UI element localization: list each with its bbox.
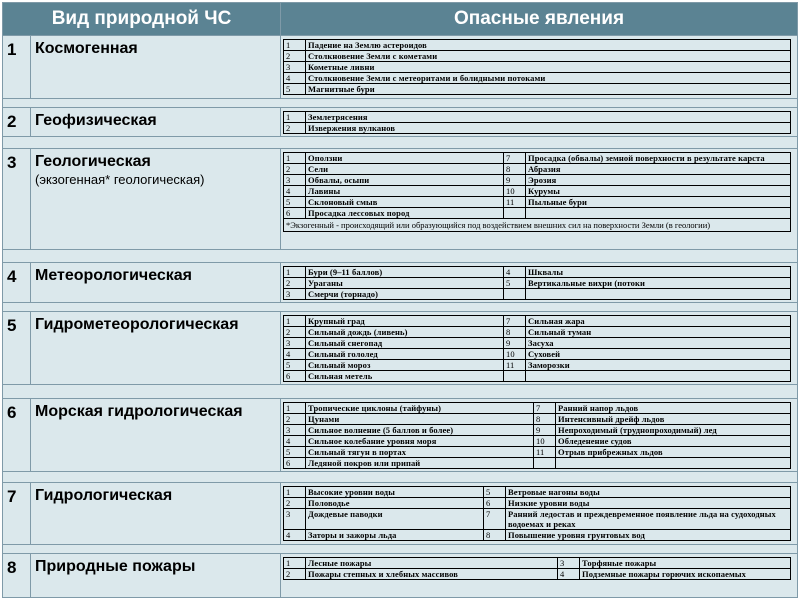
hazard-number bbox=[534, 457, 556, 468]
hazard-number: 4 bbox=[284, 349, 306, 360]
hazard-name: Заторы и зажоры льда bbox=[306, 530, 484, 541]
hazard-number: 1 bbox=[284, 316, 306, 327]
section-separator bbox=[3, 98, 798, 107]
separator-cell bbox=[3, 544, 798, 553]
section-row bbox=[3, 36, 798, 98]
hazard-name: Сильное колебание уровня моря bbox=[306, 435, 534, 446]
hazard-number: 9 bbox=[534, 424, 556, 435]
hazard-number: 6 bbox=[284, 207, 306, 218]
hazard-number: 11 bbox=[504, 196, 526, 207]
section-row bbox=[3, 312, 798, 385]
hazard-row bbox=[284, 40, 791, 51]
section-kind-cell bbox=[31, 312, 281, 385]
hazard-number: 1 bbox=[284, 111, 306, 122]
hazard-number: 9 bbox=[504, 174, 526, 185]
hazard-name: Лесные пожары bbox=[306, 557, 558, 568]
section-kind-cell bbox=[31, 553, 281, 597]
section-kind-cell bbox=[31, 398, 281, 471]
hazard-number: 1 bbox=[284, 557, 306, 568]
separator-cell bbox=[3, 472, 798, 483]
hazard-name: Просадка лессовых пород bbox=[306, 207, 504, 218]
hazard-number: 5 bbox=[284, 84, 306, 95]
hazard-name: Ранний напор льдов bbox=[556, 402, 791, 413]
section-number: 7 bbox=[3, 483, 31, 544]
hazard-list bbox=[283, 39, 791, 95]
hazard-number: 10 bbox=[504, 185, 526, 196]
hazard-name: Высокие уровни воды bbox=[306, 487, 484, 498]
hazard-row bbox=[284, 498, 791, 509]
hazard-row bbox=[284, 349, 791, 360]
hazard-list bbox=[283, 111, 791, 134]
hazard-number: 5 bbox=[484, 487, 506, 498]
hazard-name: Сели bbox=[306, 163, 504, 174]
hazard-name: Крупный град bbox=[306, 316, 504, 327]
hazard-name: Тропические циклоны (тайфуны) bbox=[306, 402, 534, 413]
hazard-name: Ветровые нагоны воды bbox=[506, 487, 791, 498]
hazard-row bbox=[284, 487, 791, 498]
hazard-name bbox=[556, 457, 791, 468]
hazard-number: 4 bbox=[284, 435, 306, 446]
hazard-list bbox=[283, 152, 791, 219]
hazard-name: Обледенение судов bbox=[556, 435, 791, 446]
hazard-name: Половодье bbox=[306, 498, 484, 509]
hazard-number: 1 bbox=[284, 487, 306, 498]
hazard-name: Непроходимый (труднопроходимый) лед bbox=[556, 424, 791, 435]
section-kind: Геологическая bbox=[35, 152, 151, 170]
hazard-row bbox=[284, 568, 791, 579]
hazard-name bbox=[526, 207, 791, 218]
hazard-number: 6 bbox=[284, 371, 306, 382]
hazard-number: 1 bbox=[284, 40, 306, 51]
section-row bbox=[3, 262, 798, 302]
section-separator bbox=[3, 385, 798, 398]
hazard-number: 3 bbox=[284, 62, 306, 73]
section-number: 4 bbox=[3, 262, 31, 302]
section-row bbox=[3, 148, 798, 249]
hazard-row bbox=[284, 360, 791, 371]
section-separator bbox=[3, 544, 798, 553]
hazard-row bbox=[284, 174, 791, 185]
section-number: 8 bbox=[3, 553, 31, 597]
hazard-number: 4 bbox=[558, 568, 580, 579]
hazard-row bbox=[284, 51, 791, 62]
hazard-name: Магнитные бури bbox=[306, 84, 791, 95]
section-kind: Гидрологическая bbox=[35, 487, 173, 505]
section-number: 6 bbox=[3, 398, 31, 471]
hazard-name: Вертикальные вихри (потоки bbox=[526, 277, 791, 288]
hazard-name bbox=[526, 288, 791, 299]
section-number: 2 bbox=[3, 107, 31, 136]
hazard-number bbox=[504, 207, 526, 218]
hazard-number: 8 bbox=[504, 163, 526, 174]
section-kind: Геофизическая bbox=[35, 111, 157, 129]
hazard-name: Бури (9–11 баллов) bbox=[306, 266, 504, 277]
hazard-name: Цунами bbox=[306, 413, 534, 424]
section-number: 1 bbox=[3, 36, 31, 98]
separator-cell bbox=[3, 136, 798, 148]
hazard-name: Шквалы bbox=[526, 266, 791, 277]
hazard-list bbox=[283, 486, 791, 541]
hazard-name: Пыльные бури bbox=[526, 196, 791, 207]
hazard-name: Ранний ледостав и преждевременное появление льда на судоходных водоемах и реках bbox=[506, 509, 791, 530]
section-hazards-cell bbox=[281, 553, 798, 597]
hazard-number: 8 bbox=[534, 413, 556, 424]
hazard-name: Сильный гололед bbox=[306, 349, 504, 360]
section-kind: Космогенная bbox=[35, 40, 138, 58]
hazard-number: 4 bbox=[284, 73, 306, 84]
hazard-row bbox=[284, 122, 791, 133]
hazard-row bbox=[284, 435, 791, 446]
hazard-name: Столкновение Земли с метеоритами и болидными потоками bbox=[306, 73, 791, 84]
hazard-name: Сильный дождь (ливень) bbox=[306, 327, 504, 338]
section-hazards-cell bbox=[281, 107, 798, 136]
hazard-row bbox=[284, 338, 791, 349]
hazard-number: 2 bbox=[284, 413, 306, 424]
section-row bbox=[3, 553, 798, 597]
hazard-number: 2 bbox=[284, 122, 306, 133]
section-kind: Природные пожары bbox=[35, 557, 196, 575]
hazard-number: 5 bbox=[284, 360, 306, 371]
hazard-row bbox=[284, 446, 791, 457]
hazard-row bbox=[284, 207, 791, 218]
hazard-number: 2 bbox=[284, 568, 306, 579]
hazard-name: Отрыв прибрежных льдов bbox=[556, 446, 791, 457]
section-kind: Морская гидрологическая bbox=[35, 402, 243, 420]
hazard-number: 10 bbox=[534, 435, 556, 446]
hazard-number bbox=[504, 371, 526, 382]
hazard-name: Сильный тягун в портах bbox=[306, 446, 534, 457]
hazard-number: 2 bbox=[284, 498, 306, 509]
hazard-number: 7 bbox=[534, 402, 556, 413]
hazard-name: Пожары степных и хлебных массивов bbox=[306, 568, 558, 579]
hazard-row bbox=[284, 62, 791, 73]
hazard-number: 2 bbox=[284, 51, 306, 62]
hazard-row bbox=[284, 73, 791, 84]
hazard-row bbox=[284, 327, 791, 338]
separator-cell bbox=[3, 302, 798, 311]
hazard-name: Заморозки bbox=[526, 360, 791, 371]
section-row bbox=[3, 398, 798, 471]
hazard-name: Сильный снегопад bbox=[306, 338, 504, 349]
section-hazards-cell bbox=[281, 483, 798, 544]
hazard-number bbox=[504, 288, 526, 299]
hazard-name: Землетрясения bbox=[306, 111, 791, 122]
hazard-row bbox=[284, 509, 791, 530]
hazard-name: Склоновый смыв bbox=[306, 196, 504, 207]
hazard-number: 11 bbox=[504, 360, 526, 371]
hazard-number: 2 bbox=[284, 277, 306, 288]
hazard-number: 3 bbox=[284, 424, 306, 435]
section-kind-cell bbox=[31, 262, 281, 302]
hazard-number: 8 bbox=[484, 530, 506, 541]
section-kind-cell bbox=[31, 107, 281, 136]
hazard-row bbox=[284, 402, 791, 413]
hazard-number: 5 bbox=[504, 277, 526, 288]
section-kind-cell bbox=[31, 483, 281, 544]
hazard-name: Ураганы bbox=[306, 277, 504, 288]
hazard-name: Сильная метель bbox=[306, 371, 504, 382]
hazard-name: Столкновение Земли с кометами bbox=[306, 51, 791, 62]
hazard-name: Суховей bbox=[526, 349, 791, 360]
hazard-list bbox=[283, 315, 791, 382]
hazard-number: 5 bbox=[284, 196, 306, 207]
separator-cell bbox=[3, 385, 798, 398]
hazard-name: Засуха bbox=[526, 338, 791, 349]
hazards-table bbox=[2, 2, 798, 598]
hazard-name: Извержения вулканов bbox=[306, 122, 791, 133]
hazard-number: 1 bbox=[284, 152, 306, 163]
hazard-name: Повышение уровня грунтовых вод bbox=[506, 530, 791, 541]
hazard-row bbox=[284, 111, 791, 122]
hazard-row bbox=[284, 457, 791, 468]
hazard-list bbox=[283, 266, 791, 300]
hazard-name: Ледяной покров или припай bbox=[306, 457, 534, 468]
section-number: 3 bbox=[3, 148, 31, 249]
hazard-number: 8 bbox=[504, 327, 526, 338]
hazard-row bbox=[284, 288, 791, 299]
hazard-row bbox=[284, 530, 791, 541]
section-hazards-cell bbox=[281, 312, 798, 385]
hazard-name: Абразия bbox=[526, 163, 791, 174]
hazard-name: Лавины bbox=[306, 185, 504, 196]
section-hazards-cell bbox=[281, 148, 798, 249]
hazard-number: 7 bbox=[504, 316, 526, 327]
hazard-number: 4 bbox=[284, 530, 306, 541]
hazard-row bbox=[284, 84, 791, 95]
hazard-row bbox=[284, 413, 791, 424]
section-separator bbox=[3, 472, 798, 483]
hazard-row bbox=[284, 163, 791, 174]
hazard-name: Оползни bbox=[306, 152, 504, 163]
hazard-row bbox=[284, 266, 791, 277]
hazard-name: Подземные пожары горючих ископаемых bbox=[580, 568, 791, 579]
hazard-number: 2 bbox=[284, 163, 306, 174]
hazard-name: Сильный туман bbox=[526, 327, 791, 338]
hazard-number: 4 bbox=[504, 266, 526, 277]
hazard-number: 10 bbox=[504, 349, 526, 360]
hazard-name: Торфяные пожары bbox=[580, 557, 791, 568]
footnote: *Экзогенный - происходящий или образующийся под воздействием внешних сил на поверхности Земли (в геологии) bbox=[283, 219, 791, 232]
section-kind: Метеорологическая bbox=[35, 266, 193, 284]
hazard-name: Низкие уровни воды bbox=[506, 498, 791, 509]
hazard-row bbox=[284, 196, 791, 207]
section-kind-subtitle: (экзогенная* геологическая) bbox=[35, 171, 205, 187]
hazard-row bbox=[284, 371, 791, 382]
hazard-number: 7 bbox=[504, 152, 526, 163]
hazard-number: 11 bbox=[534, 446, 556, 457]
table-header bbox=[3, 3, 798, 36]
section-separator bbox=[3, 136, 798, 148]
hazard-number: 6 bbox=[484, 498, 506, 509]
hazard-list bbox=[283, 402, 791, 469]
hazard-name: Кометные ливни bbox=[306, 62, 791, 73]
hazard-name: Интенсивный дрейф льдов bbox=[556, 413, 791, 424]
hazard-name: Обвалы, осыпи bbox=[306, 174, 504, 185]
hazard-name: Сильная жара bbox=[526, 316, 791, 327]
hazard-name: Падение на Землю астероидов bbox=[306, 40, 791, 51]
hazard-number: 3 bbox=[284, 509, 306, 530]
hazard-name: Эрозия bbox=[526, 174, 791, 185]
separator-cell bbox=[3, 249, 798, 262]
header-hazards: Опасные явления bbox=[281, 3, 798, 36]
hazard-name: Дождевые паводки bbox=[306, 509, 484, 530]
hazard-number: 7 bbox=[484, 509, 506, 530]
hazard-name: Смерчи (торнадо) bbox=[306, 288, 504, 299]
section-row bbox=[3, 483, 798, 544]
section-row bbox=[3, 107, 798, 136]
hazard-name: Просадка (обвалы) земной поверхности в результате карста bbox=[526, 152, 791, 163]
hazard-row bbox=[284, 557, 791, 568]
hazard-name bbox=[526, 371, 791, 382]
section-hazards-cell bbox=[281, 262, 798, 302]
hazard-number: 3 bbox=[284, 174, 306, 185]
hazard-list bbox=[283, 557, 791, 580]
hazard-number: 3 bbox=[284, 288, 306, 299]
hazard-name: Сильное волнение (5 баллов и более) bbox=[306, 424, 534, 435]
hazard-row bbox=[284, 424, 791, 435]
header-kind: Вид природной ЧС bbox=[3, 3, 281, 36]
hazard-number: 5 bbox=[284, 446, 306, 457]
hazard-number: 1 bbox=[284, 266, 306, 277]
section-separator bbox=[3, 249, 798, 262]
hazard-row bbox=[284, 316, 791, 327]
hazard-number: 6 bbox=[284, 457, 306, 468]
hazard-row bbox=[284, 185, 791, 196]
hazard-number: 2 bbox=[284, 327, 306, 338]
hazard-number: 3 bbox=[284, 338, 306, 349]
section-number: 5 bbox=[3, 312, 31, 385]
hazard-number: 1 bbox=[284, 402, 306, 413]
hazard-number: 4 bbox=[284, 185, 306, 196]
section-kind-cell bbox=[31, 36, 281, 98]
hazard-row bbox=[284, 152, 791, 163]
hazard-name: Сильный мороз bbox=[306, 360, 504, 371]
section-hazards-cell bbox=[281, 398, 798, 471]
section-separator bbox=[3, 302, 798, 311]
hazard-number: 3 bbox=[558, 557, 580, 568]
hazard-name: Курумы bbox=[526, 185, 791, 196]
hazard-number: 9 bbox=[504, 338, 526, 349]
hazard-row bbox=[284, 277, 791, 288]
separator-cell bbox=[3, 98, 798, 107]
section-kind-cell bbox=[31, 148, 281, 249]
section-kind: Гидрометеорологическая bbox=[35, 316, 239, 333]
section-hazards-cell bbox=[281, 36, 798, 98]
